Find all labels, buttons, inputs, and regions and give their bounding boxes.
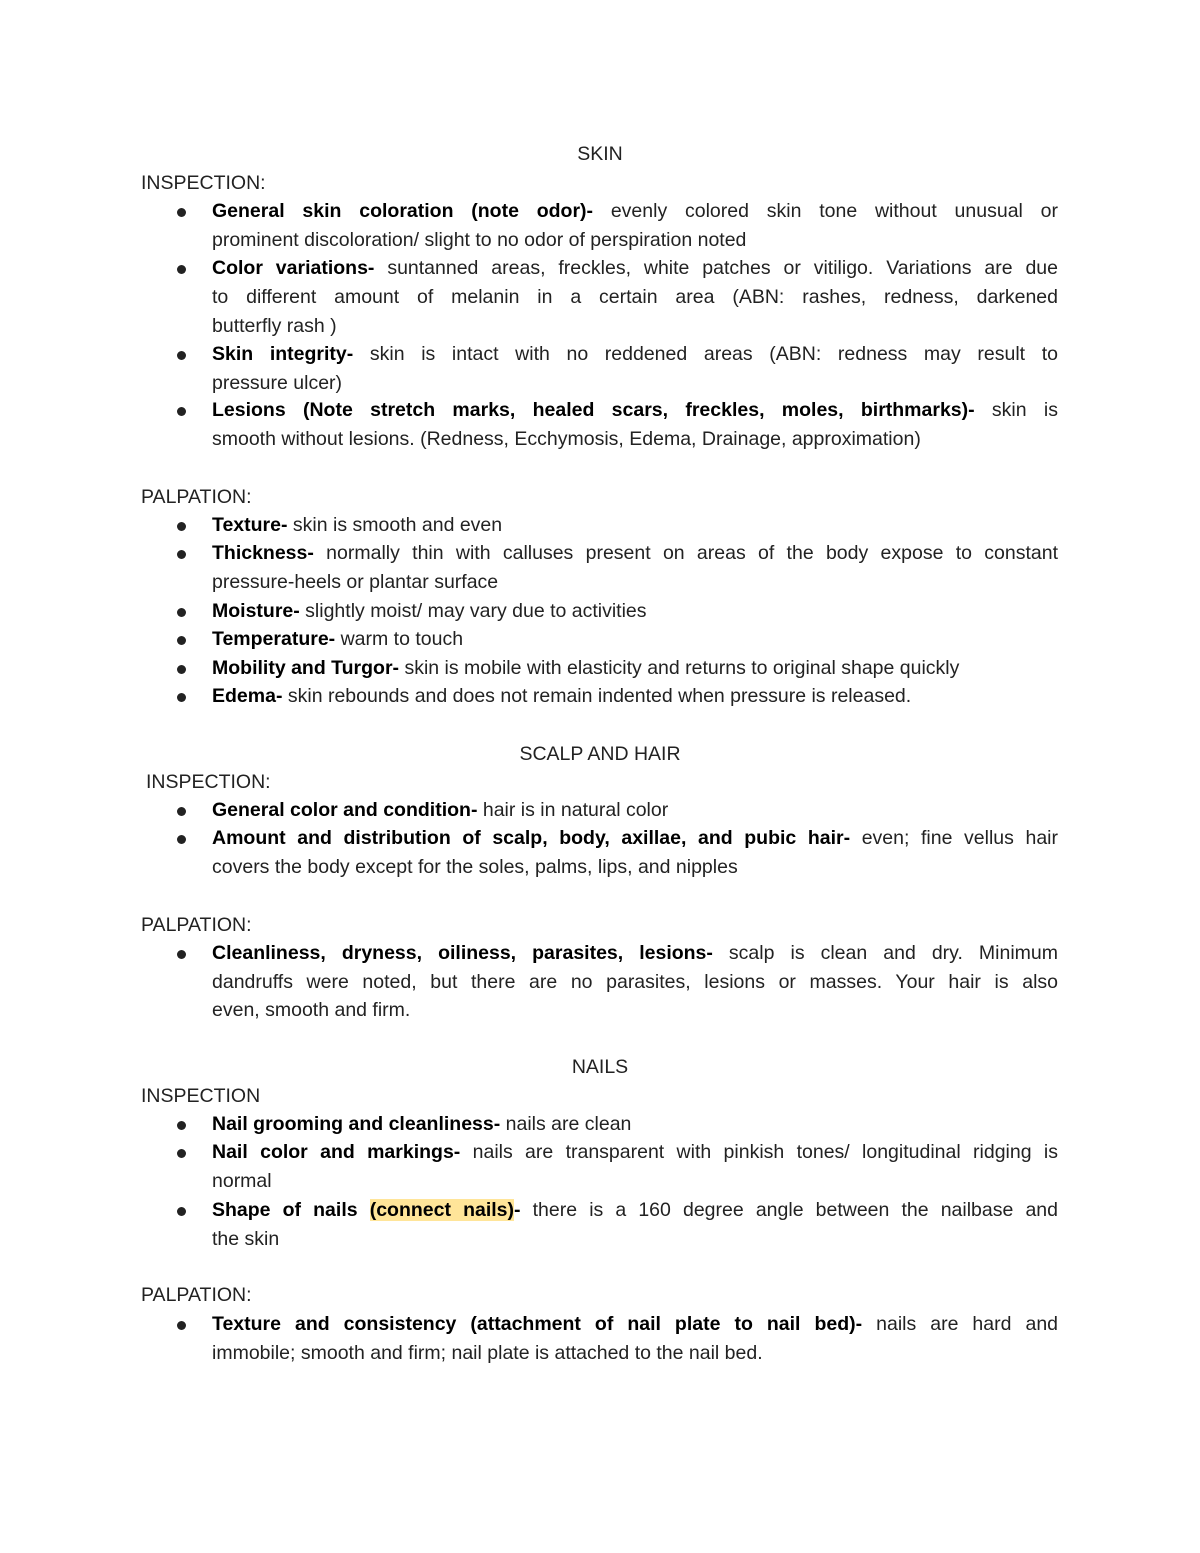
bullet-icon [177, 550, 186, 559]
section-title-skin: SKIN [577, 143, 623, 165]
item-text: pressure-heels or plantar surface [212, 571, 499, 593]
item-term: Edema- [212, 685, 283, 707]
item-term: Lesions (Note stretch marks, healed scars, freckles, moles, birthmarks)- [212, 399, 975, 421]
item-text: nails are transparent with pinkish tones/ longitudinal ridging is [460, 1141, 1058, 1163]
item-text: skin is intact with no reddened areas (ABN: redness may result to [353, 343, 1058, 365]
item-term: General color and condition- [212, 799, 478, 821]
item-term: Texture and consistency (attachment of nail plate to nail bed)- [212, 1313, 863, 1335]
item-text: to different amount of melanin in a certain area (ABN: rashes, redness, darkened [212, 286, 1058, 308]
item-text: skin is mobile with elasticity and returns to original shape quickly [399, 657, 960, 679]
bullet-icon [177, 665, 186, 674]
highlighted-term: (connect nails) [369, 1199, 515, 1221]
bullet-icon [177, 835, 186, 844]
item-text: smooth without lesions. (Redness, Ecchymosis, Edema, Drainage, approximation) [212, 428, 921, 450]
bullet-icon [177, 1207, 186, 1216]
item-term: Nail grooming and cleanliness- [212, 1113, 501, 1135]
item-text: covers the body except for the soles, palms, lips, and nipples [212, 856, 738, 878]
item-text: skin is smooth and even [287, 514, 503, 536]
bullet-icon [177, 950, 186, 959]
item-text: skin rebounds and does not remain indented when pressure is released. [282, 685, 912, 707]
item-term [212, 1199, 521, 1221]
item-term-prefix: Shape of nails [212, 1199, 370, 1221]
item-text: scalp is clean and dry. Minimum [712, 942, 1058, 964]
item-text: nails are hard and [862, 1313, 1059, 1335]
item-text: immobile; smooth and firm; nail plate is attached to the nail bed. [212, 1342, 763, 1364]
item-text: prominent discoloration/ slight to no odor of perspiration noted [212, 229, 747, 251]
item-text: evenly colored skin tone without unusual or [593, 200, 1058, 222]
bullet-icon [177, 1321, 186, 1330]
bullet-icon [177, 1121, 186, 1130]
item-text: even, smooth and firm. [212, 999, 411, 1021]
bullet-icon [177, 693, 186, 702]
bullet-icon [177, 407, 186, 416]
item-term: Skin integrity- [212, 343, 354, 365]
item-text: normally thin with calluses present on areas of the body expose to constant [313, 542, 1058, 564]
item-term: Cleanliness, dryness, oiliness, parasites, lesions- [212, 942, 713, 964]
item-text: warm to touch [335, 628, 464, 650]
item-term: Color variations- [212, 257, 375, 279]
nails-inspection-label: INSPECTION [141, 1085, 261, 1107]
item-term: Nail color and markings- [212, 1141, 461, 1163]
section-title-scalp: SCALP AND HAIR [519, 743, 681, 765]
item-term: General skin coloration (note odor)- [212, 200, 594, 222]
item-text: there is a 160 degree angle between the nailbase and [520, 1199, 1058, 1221]
bullet-icon [177, 1149, 186, 1158]
item-text: butterfly rash ) [212, 315, 337, 337]
bullet-icon [177, 208, 186, 217]
skin-palpation-label: PALPATION: [141, 486, 252, 508]
bullet-icon [177, 265, 186, 274]
item-term-suffix: - [514, 1199, 521, 1221]
item-term: Temperature- [212, 628, 336, 650]
item-term: Thickness- [212, 542, 314, 564]
bullet-icon [177, 522, 186, 531]
item-term: Amount and distribution of scalp, body, axillae, and pubic hair- [212, 827, 851, 849]
section-title-nails: NAILS [571, 1056, 629, 1078]
item-text: the skin [212, 1228, 280, 1250]
nails-palpation-label: PALPATION: [141, 1284, 252, 1306]
item-text: skin is [974, 399, 1058, 421]
bullet-icon [177, 636, 186, 645]
item-term: Mobility and Turgor- [212, 657, 400, 679]
bullet-icon [177, 807, 186, 816]
skin-inspection-label: INSPECTION: [141, 172, 266, 194]
item-text: even; fine vellus hair [850, 827, 1058, 849]
item-term: Texture- [212, 514, 288, 536]
bullet-icon [177, 608, 186, 617]
item-text: nails are clean [500, 1113, 632, 1135]
scalp-inspection-label: INSPECTION: [146, 771, 271, 793]
item-text: normal [212, 1170, 272, 1192]
item-term: Moisture- [212, 600, 300, 622]
bullet-icon [177, 351, 186, 360]
item-text: slightly moist/ may vary due to activities [299, 600, 647, 622]
item-text: hair is in natural color [477, 799, 669, 821]
item-text: suntanned areas, freckles, white patches or vitiligo. Variations are due [374, 257, 1058, 279]
item-text: dandruffs were noted, but there are no parasites, lesions or masses. Your hair is also [212, 971, 1058, 993]
item-text: pressure ulcer) [212, 372, 343, 394]
scalp-palpation-label: PALPATION: [141, 914, 252, 936]
